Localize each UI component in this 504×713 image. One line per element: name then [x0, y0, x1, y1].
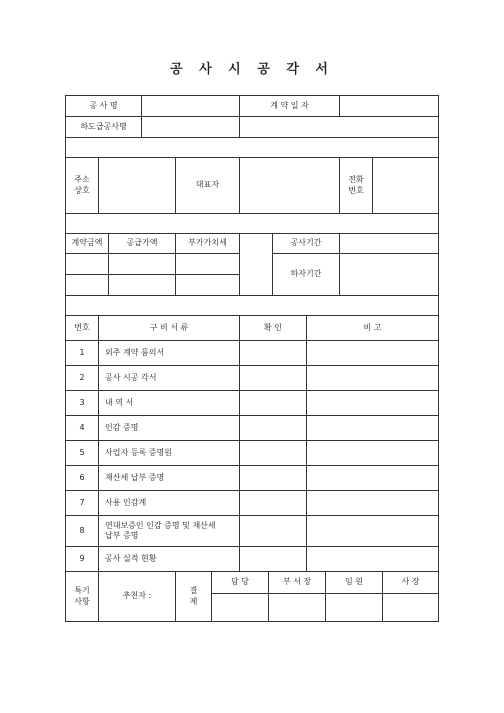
doc-name: 공사 실적 현황 [98, 546, 240, 572]
doc-name: 사업자 등록 증명원 [98, 440, 240, 466]
subcontract-label: 하도급공사명 [65, 116, 142, 138]
doc-check-field[interactable] [239, 440, 307, 466]
document-title: 공 사 시 공 각 서 [170, 62, 334, 77]
role-president: 사 장 [382, 571, 439, 594]
contract-amount-field[interactable] [65, 253, 109, 275]
doc-name: 연대보증인 인감 증명 및 재산세 납부 증명 [98, 515, 240, 547]
doc-check-field[interactable] [239, 465, 307, 491]
docs-col-no: 번호 [65, 315, 99, 341]
docs-col-docs: 구 비 서 류 [98, 315, 240, 341]
supply-price-field[interactable] [108, 253, 176, 275]
doc-note-field[interactable] [306, 365, 439, 391]
doc-name: 사용 인감계 [98, 490, 240, 516]
doc-check-field[interactable] [239, 340, 307, 366]
doc-name: 공사 시공 각서 [98, 365, 240, 391]
role-dept-head: 부 서 장 [268, 571, 326, 594]
contract-amount-label: 계약금액 [65, 233, 109, 254]
doc-no: 2 [65, 365, 99, 391]
role-staff: 담 당 [211, 571, 269, 594]
docs-col-check: 확 인 [239, 315, 307, 341]
doc-note-field[interactable] [306, 465, 439, 491]
vat-field-2[interactable] [175, 274, 240, 296]
doc-check-field[interactable] [239, 415, 307, 441]
role-executive: 임 원 [325, 571, 383, 594]
project-name-label: 공 사 명 [65, 95, 142, 117]
amount-blank [239, 233, 273, 296]
sign-executive-field[interactable] [325, 593, 383, 622]
doc-check-field[interactable] [239, 515, 307, 547]
spacer-row [65, 295, 439, 316]
doc-no: 3 [65, 390, 99, 416]
vat-field[interactable] [175, 253, 240, 275]
supply-price-field-2[interactable] [108, 274, 176, 296]
doc-check-field[interactable] [239, 490, 307, 516]
special-notes-label: 특기 사항 [65, 571, 99, 622]
address-label: 주소 상호 [65, 157, 99, 214]
defect-period-label: 하자기간 [272, 253, 340, 296]
address-field[interactable] [98, 157, 176, 214]
representative-field[interactable] [239, 157, 340, 214]
doc-note-field[interactable] [306, 390, 439, 416]
contract-form [65, 95, 439, 622]
contract-amount-field-2[interactable] [65, 274, 109, 296]
defect-period-field[interactable] [339, 253, 439, 296]
phone-field[interactable] [372, 157, 439, 214]
recommender-label: 추천자 : [122, 591, 152, 601]
project-name-field[interactable] [141, 95, 240, 117]
docs-col-note: 비 고 [306, 315, 439, 341]
doc-note-field[interactable] [306, 415, 439, 441]
doc-check-field[interactable] [239, 390, 307, 416]
doc-note-field[interactable] [306, 490, 439, 516]
doc-check-field[interactable] [239, 546, 307, 572]
subcontract-extra-field[interactable] [239, 116, 439, 138]
sign-president-field[interactable] [382, 593, 439, 622]
doc-no: 1 [65, 340, 99, 366]
construction-period-field[interactable] [339, 233, 439, 254]
doc-no: 4 [65, 415, 99, 441]
doc-note-field[interactable] [306, 546, 439, 572]
supply-price-label: 공급가액 [108, 233, 176, 254]
spacer-row [65, 137, 439, 158]
subcontract-field[interactable] [141, 116, 240, 138]
sign-dept-head-field[interactable] [268, 593, 326, 622]
doc-no: 6 [65, 465, 99, 491]
doc-no: 9 [65, 546, 99, 572]
phone-label: 전화 번호 [339, 157, 373, 214]
doc-name: 재산세 납부 증명 [98, 465, 240, 491]
doc-name: 내 역 서 [98, 390, 240, 416]
doc-no: 5 [65, 440, 99, 466]
representative-label: 대표자 [175, 157, 240, 214]
doc-name: 외주 계약 품의서 [98, 340, 240, 366]
vat-label: 부가가치세 [175, 233, 240, 254]
doc-check-field[interactable] [239, 365, 307, 391]
doc-note-field[interactable] [306, 340, 439, 366]
doc-no: 8 [65, 515, 99, 547]
approval-label: 결 제 [175, 571, 212, 622]
spacer-row [65, 213, 439, 234]
doc-note-field[interactable] [306, 440, 439, 466]
doc-name: 인감 증명 [98, 415, 240, 441]
sign-staff-field[interactable] [211, 593, 269, 622]
doc-no: 7 [65, 490, 99, 516]
contract-date-label: 계 약 일 자 [239, 95, 340, 117]
doc-note-field[interactable] [306, 515, 439, 547]
construction-period-label: 공사기간 [272, 233, 340, 254]
contract-date-field[interactable] [339, 95, 439, 117]
